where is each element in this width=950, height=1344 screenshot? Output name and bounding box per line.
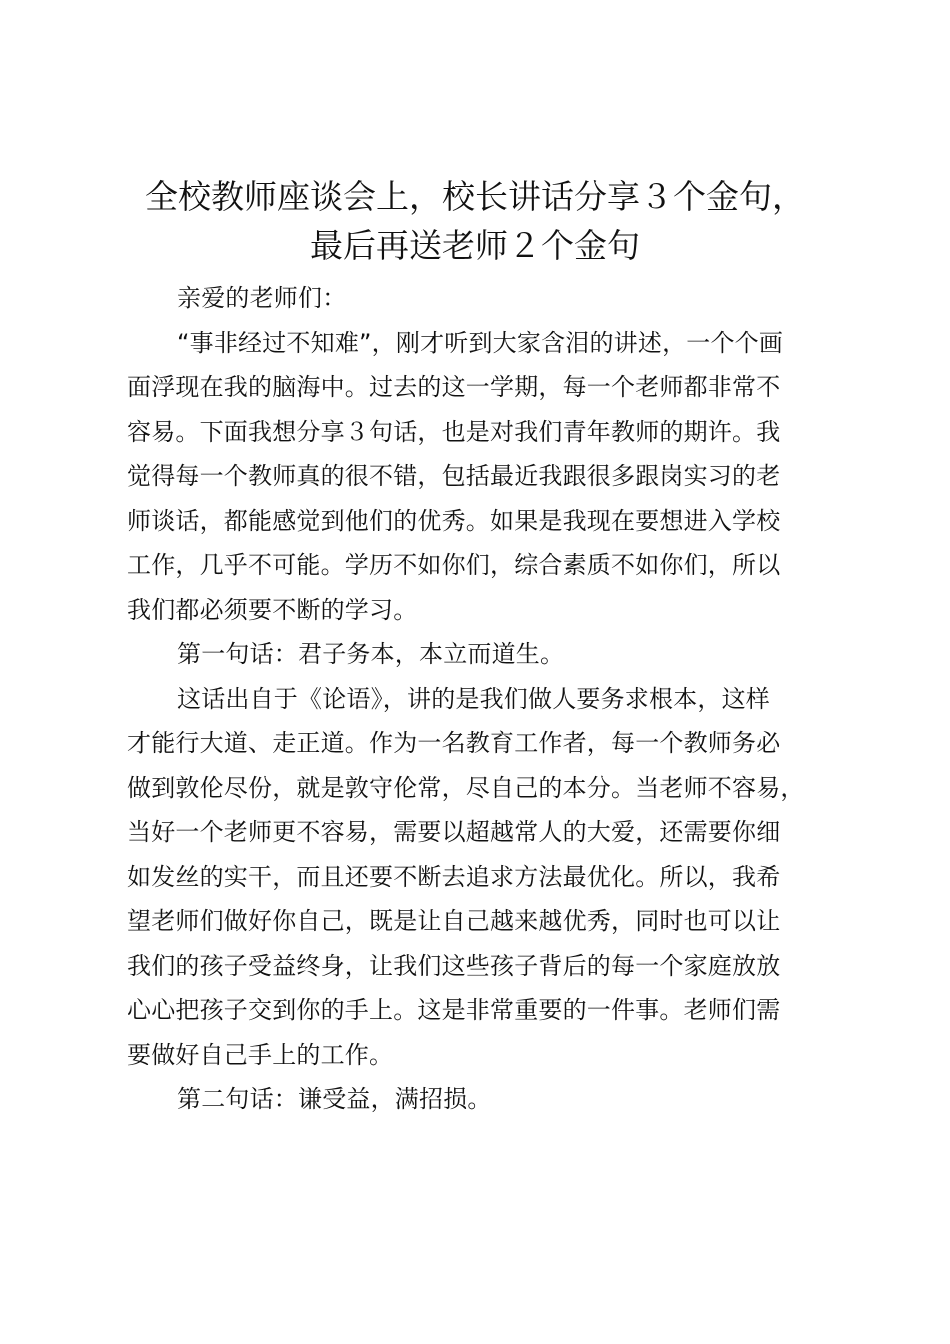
- document-title-line-1: 全校教师座谈会上，校长讲话分享３个金句，: [145, 177, 805, 216]
- paragraph-line: 我们都必须要不断的学习。: [127, 595, 418, 624]
- paragraph-line: 觉得每一个教师真的很不错，包括最近我跟很多跟岗实习的老: [127, 462, 781, 490]
- paragraph-line: 望老师们做好你自己，既是让自己越来越优秀，同时也可以让: [127, 907, 781, 935]
- paragraph: [127, 276, 857, 321]
- paragraph-line: 这话出自于《论语》，讲的是我们做人要务求根本，这样: [177, 684, 770, 713]
- paragraph-line: 第一句话：君子务本，本立而道生。: [177, 640, 565, 668]
- paragraph-line: “事非经过不知难”，刚才听到大家含泪的讲述，一个个画: [177, 328, 784, 357]
- paragraph-line: 亲爱的老师们：: [177, 284, 347, 312]
- paragraph-line: 要做好自己手上的工作。: [127, 1040, 394, 1069]
- document-title-line-2: 最后再送老师２个金句: [310, 226, 640, 265]
- paragraph-line: 面浮现在我的脑海中。过去的这一学期，每一个老师都非常不: [127, 373, 781, 401]
- paragraph-line: 容易。下面我想分享３句话，也是对我们青年教师的期许。我: [127, 417, 781, 446]
- paragraph-line: 第二句话：谦受益，满招损。: [177, 1085, 492, 1113]
- paragraph-line: 我们的孩子受益终身，让我们这些孩子背后的每一个家庭放放: [127, 951, 781, 980]
- paragraph-line: 当好一个老师更不容易，需要以超越常人的大爱，还需要你细: [127, 818, 781, 846]
- paragraph-line: 师谈话，都能感觉到他们的优秀。如果是我现在要想进入学校: [127, 506, 781, 535]
- paragraph-line: 心心把孩子交到你的手上。这是非常重要的一件事。老师们需: [127, 996, 781, 1024]
- paragraph-line: 如发丝的实干，而且还要不断去追求方法最优化。所以，我希: [127, 862, 781, 891]
- paragraph-line: 做到敦伦尽份，就是敦守伦常，尽自己的本分。当老师不容易，: [127, 773, 805, 802]
- paragraph: [127, 1077, 857, 1122]
- paragraph: [127, 321, 857, 633]
- document-body: [127, 276, 857, 1122]
- paragraph: [127, 677, 857, 1078]
- paragraph: [127, 632, 857, 677]
- paragraph-line: 才能行大道、走正道。作为一名教育工作者，每一个教师务必: [127, 729, 781, 757]
- paragraph-line: 工作，几乎不可能。学历不如你们，综合素质不如你们，所以: [127, 551, 781, 579]
